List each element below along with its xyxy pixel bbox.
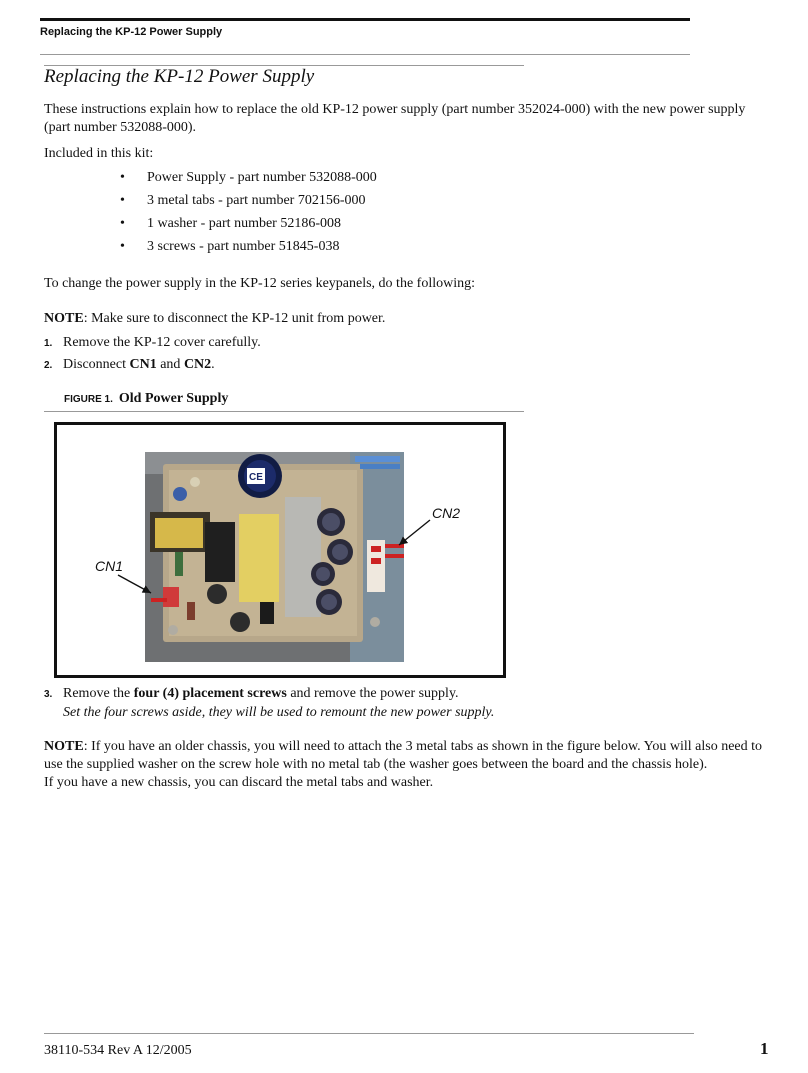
list-item: • 3 screws - part number 51845-038: [120, 239, 340, 254]
step-number: 3.: [44, 689, 53, 700]
list-item: • Power Supply - part number 532088-000: [120, 170, 377, 185]
step-number: 2.: [44, 360, 53, 371]
note-new-chassis: If you have a new chassis, you can discard the metal tabs and washer.: [44, 775, 434, 790]
kit-heading: Included in this kit:: [44, 146, 154, 161]
step-number: 1.: [44, 338, 53, 349]
cn2-callout: CN2: [432, 505, 461, 521]
figure-label: FIGURE 1.: [64, 394, 113, 405]
step-text: Remove the KP-12 cover carefully.: [63, 335, 261, 350]
note-label: NOTE: [44, 311, 84, 326]
note-older-chassis: [44, 738, 774, 792]
cn2-arrow: [399, 520, 430, 545]
page-number: 1: [760, 1039, 769, 1058]
cn1-callout: CN1: [95, 558, 124, 574]
page-title: Replacing the KP-12 Power Supply: [44, 66, 315, 87]
step-text: Disconnect CN1 and CN2.: [63, 357, 215, 372]
note-text: : If you have an older chassis, you will need to attach the 3 metal tabs as shown in the figure below. You will also need to use the supplied washer on the screw hole with no metal tab (the washer goes between the board and the chassis hole).: [44, 739, 763, 772]
ce-mark: CE: [249, 472, 263, 483]
cn1-arrow: [118, 575, 151, 593]
footer-doc-id: 38110-534 Rev A 12/2005: [44, 1043, 192, 1058]
note-text: : Make sure to disconnect the KP-12 unit from power.: [83, 311, 386, 326]
step-3-note: Set the four screws aside, they will be used to remount the new power supply.: [63, 705, 495, 720]
step-3: [44, 686, 459, 702]
step-text: Remove the four (4) placement screws and remove the power supply.: [63, 686, 459, 701]
figure-title: Old Power Supply: [118, 391, 229, 406]
intro-paragraph: These instructions explain how to replace the old KP-12 power supply (part number 352024-000) with the new power supply (part number 532088-000).: [44, 102, 746, 135]
running-header: Replacing the KP-12 Power Supply: [40, 26, 223, 38]
list-item: • 3 metal tabs - part number 702156-000: [120, 193, 366, 208]
list-item: • 1 washer - part number 52186-008: [120, 216, 342, 231]
note-label: NOTE: [44, 739, 84, 754]
footer-rule: [44, 1033, 694, 1034]
change-instructions: To change the power supply in the KP-12 series keypanels, do the following:: [44, 276, 475, 291]
